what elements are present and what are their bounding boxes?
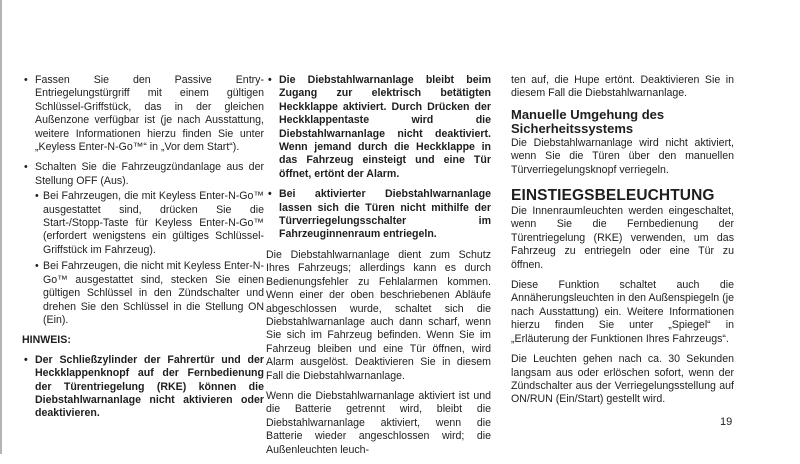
paragraph: Die Diebstahlwarnanlage dient zum Schutz Ihres Fahrzeugs; allerdings kann es durch Bedienungsfehler zu Fehlalarmen kommen. Wenn einer der oben beschriebenen Abläufe abgeschlossen wurde, schaltet sich die Diebstahlwarnanlage auch dann scharf, wenn Sie sich im Fahrzeug befinden. Wenn Sie im Fahrzeug bleiben und eine Tür öffnen, wird Alarm ausgelöst. Deaktivieren Sie in diesem Fall die Diebstahlwarnanlage. (266, 248, 491, 382)
bullet-list (22, 74, 264, 327)
bullet-icon: • (268, 74, 272, 86)
column-1 (22, 74, 264, 428)
bullet-icon: • (35, 260, 39, 273)
bullet-icon: • (268, 188, 272, 201)
note-heading: HINWEIS: (22, 334, 71, 347)
section-heading: EINSTIEGSBELEUCHTUNG (511, 187, 715, 205)
paragraph: Die Diebstahlwarnanlage wird nicht aktiviert, wenn Sie die Türen über den manuellen Türverriegelungsknopf verriegeln. (511, 136, 734, 176)
paragraph-continuation: ten auf, die Hupe ertönt. Deaktivieren Sie in diesem Fall die Diebstahlwarnanlage. (511, 74, 734, 100)
note-item: • Der Schließzylinder der Fahrertür und der Heckklappenknopf auf der Fernbedienung der Türentriegelung (RKE) können die Diebstahlwarnanlage nicht aktivieren oder deaktivieren. (24, 353, 264, 420)
bullet-icon: • (35, 190, 39, 203)
sub-list-item: • Bei Fahrzeugen, die mit Keyless Enter-N-Go™ ausgestattet sind, drücken Sie die Start-/Stopp-Taste für Keyless Enter-N-Go™ (erfordert wenigstens ein gültiges Schlüssel-Griffstück im Fahrzeug). (35, 190, 264, 256)
paragraph: Wenn die Diebstahlwarnanlage aktiviert ist und die Batterie getrennt wird, bleibt die Diebstahlwarnanlage aktiviert, wenn die Batterie wieder angeschlossen wird; die Außenleuchten leuch- (266, 389, 491, 456)
bullet-icon: • (24, 74, 28, 86)
sub-bullet-list (35, 190, 264, 327)
list-item: • Fassen Sie den Passive Entry-Entriegelungstürgriff mit einem gültigen Schlüssel-Griffstück, das in der gleichen Außenzone verfügbar ist (je nach Ausstattung, weitere Informationen hierzu finden Sie unter „Keyless Enter-N-Go™“ in „Vor dem Start“). (24, 74, 264, 154)
bold-bullet-list (266, 74, 491, 242)
note-list (22, 354, 264, 421)
column-2 (266, 74, 491, 464)
page-edge-line (0, 0, 2, 454)
paragraph: Die Innenraumleuchten werden eingeschaltet, wenn Sie die Fernbedienung der Türentriegelung (RKE) verwenden, um das Fahrzeug zu entriegeln oder eine Tür zu öffnen. (511, 205, 734, 271)
bullet-icon: • (24, 353, 28, 366)
paragraph: Diese Funktion schaltet auch die Annäherungsleuchten in den Außenspiegeln (je nach Ausstattung) ein. Weitere Informationen hierzu finden Sie unter „Spiegel“ in „Erläuterung der Funktionen Ihres Fahrzeugs“. (511, 279, 734, 345)
page-number: 19 (720, 416, 733, 428)
paragraph: Die Leuchten gehen nach ca. 30 Sekunden langsam aus oder erlöschen sofort, wenn der Zündschalter aus der Verriegelungsstellung auf ON/RUN (Ein/Start) gestellt wird. (511, 353, 734, 406)
list-item: • Bei aktivierter Diebstahlwarnanlage lassen sich die Türen nicht mithilfe der Türverriegelungsschalter im Fahrzeuginnenraum entriegeln. (268, 188, 491, 241)
column-3 (511, 74, 734, 414)
list-item: • Schalten Sie die Fahrzeugzündanlage aus der Stellung OFF (Aus). • Bei Fahrzeugen, die mit Keyless Enter-N-Go™ ausgestattet sind, drücken Sie die Start-/Stopp-Taste für Keyless Enter-N-Go™ (erfordert wenigstens ein gültiges Schlüssel-Griffstück im Fahrzeug). • Bei Fahrzeugen, die nicht mit Keyless Enter-N-Go™ ausgestattet sind, stecken Sie einen gültigen Schlüssel in den Zündschalter und drehen Sie den Schlüssel in die Stellung ON (Ein). (24, 161, 264, 326)
list-item: • Die Diebstahlwarnanlage bleibt beim Zugang zur elektrisch betätigten Heckklappe aktiviert. Durch Drücken der Heckklappentaste wird die Diebstahlwarnanlage nicht deaktiviert. Wenn jemand durch die Heckklappe in das Fahrzeug einsteigt und eine Tür öffnet, ertönt der Alarm. (268, 74, 491, 180)
section-subheading: Manuelle Umgehung des Sicherheitssystems (511, 106, 665, 136)
sub-list-item: • Bei Fahrzeugen, die nicht mit Keyless Enter-N-Go™ ausgestattet sind, stecken Sie einen gültigen Schlüssel in den Zündschalter und drehen Sie den Schlüssel in die Stellung ON (Ein). (35, 260, 264, 326)
bullet-icon: • (24, 161, 28, 174)
